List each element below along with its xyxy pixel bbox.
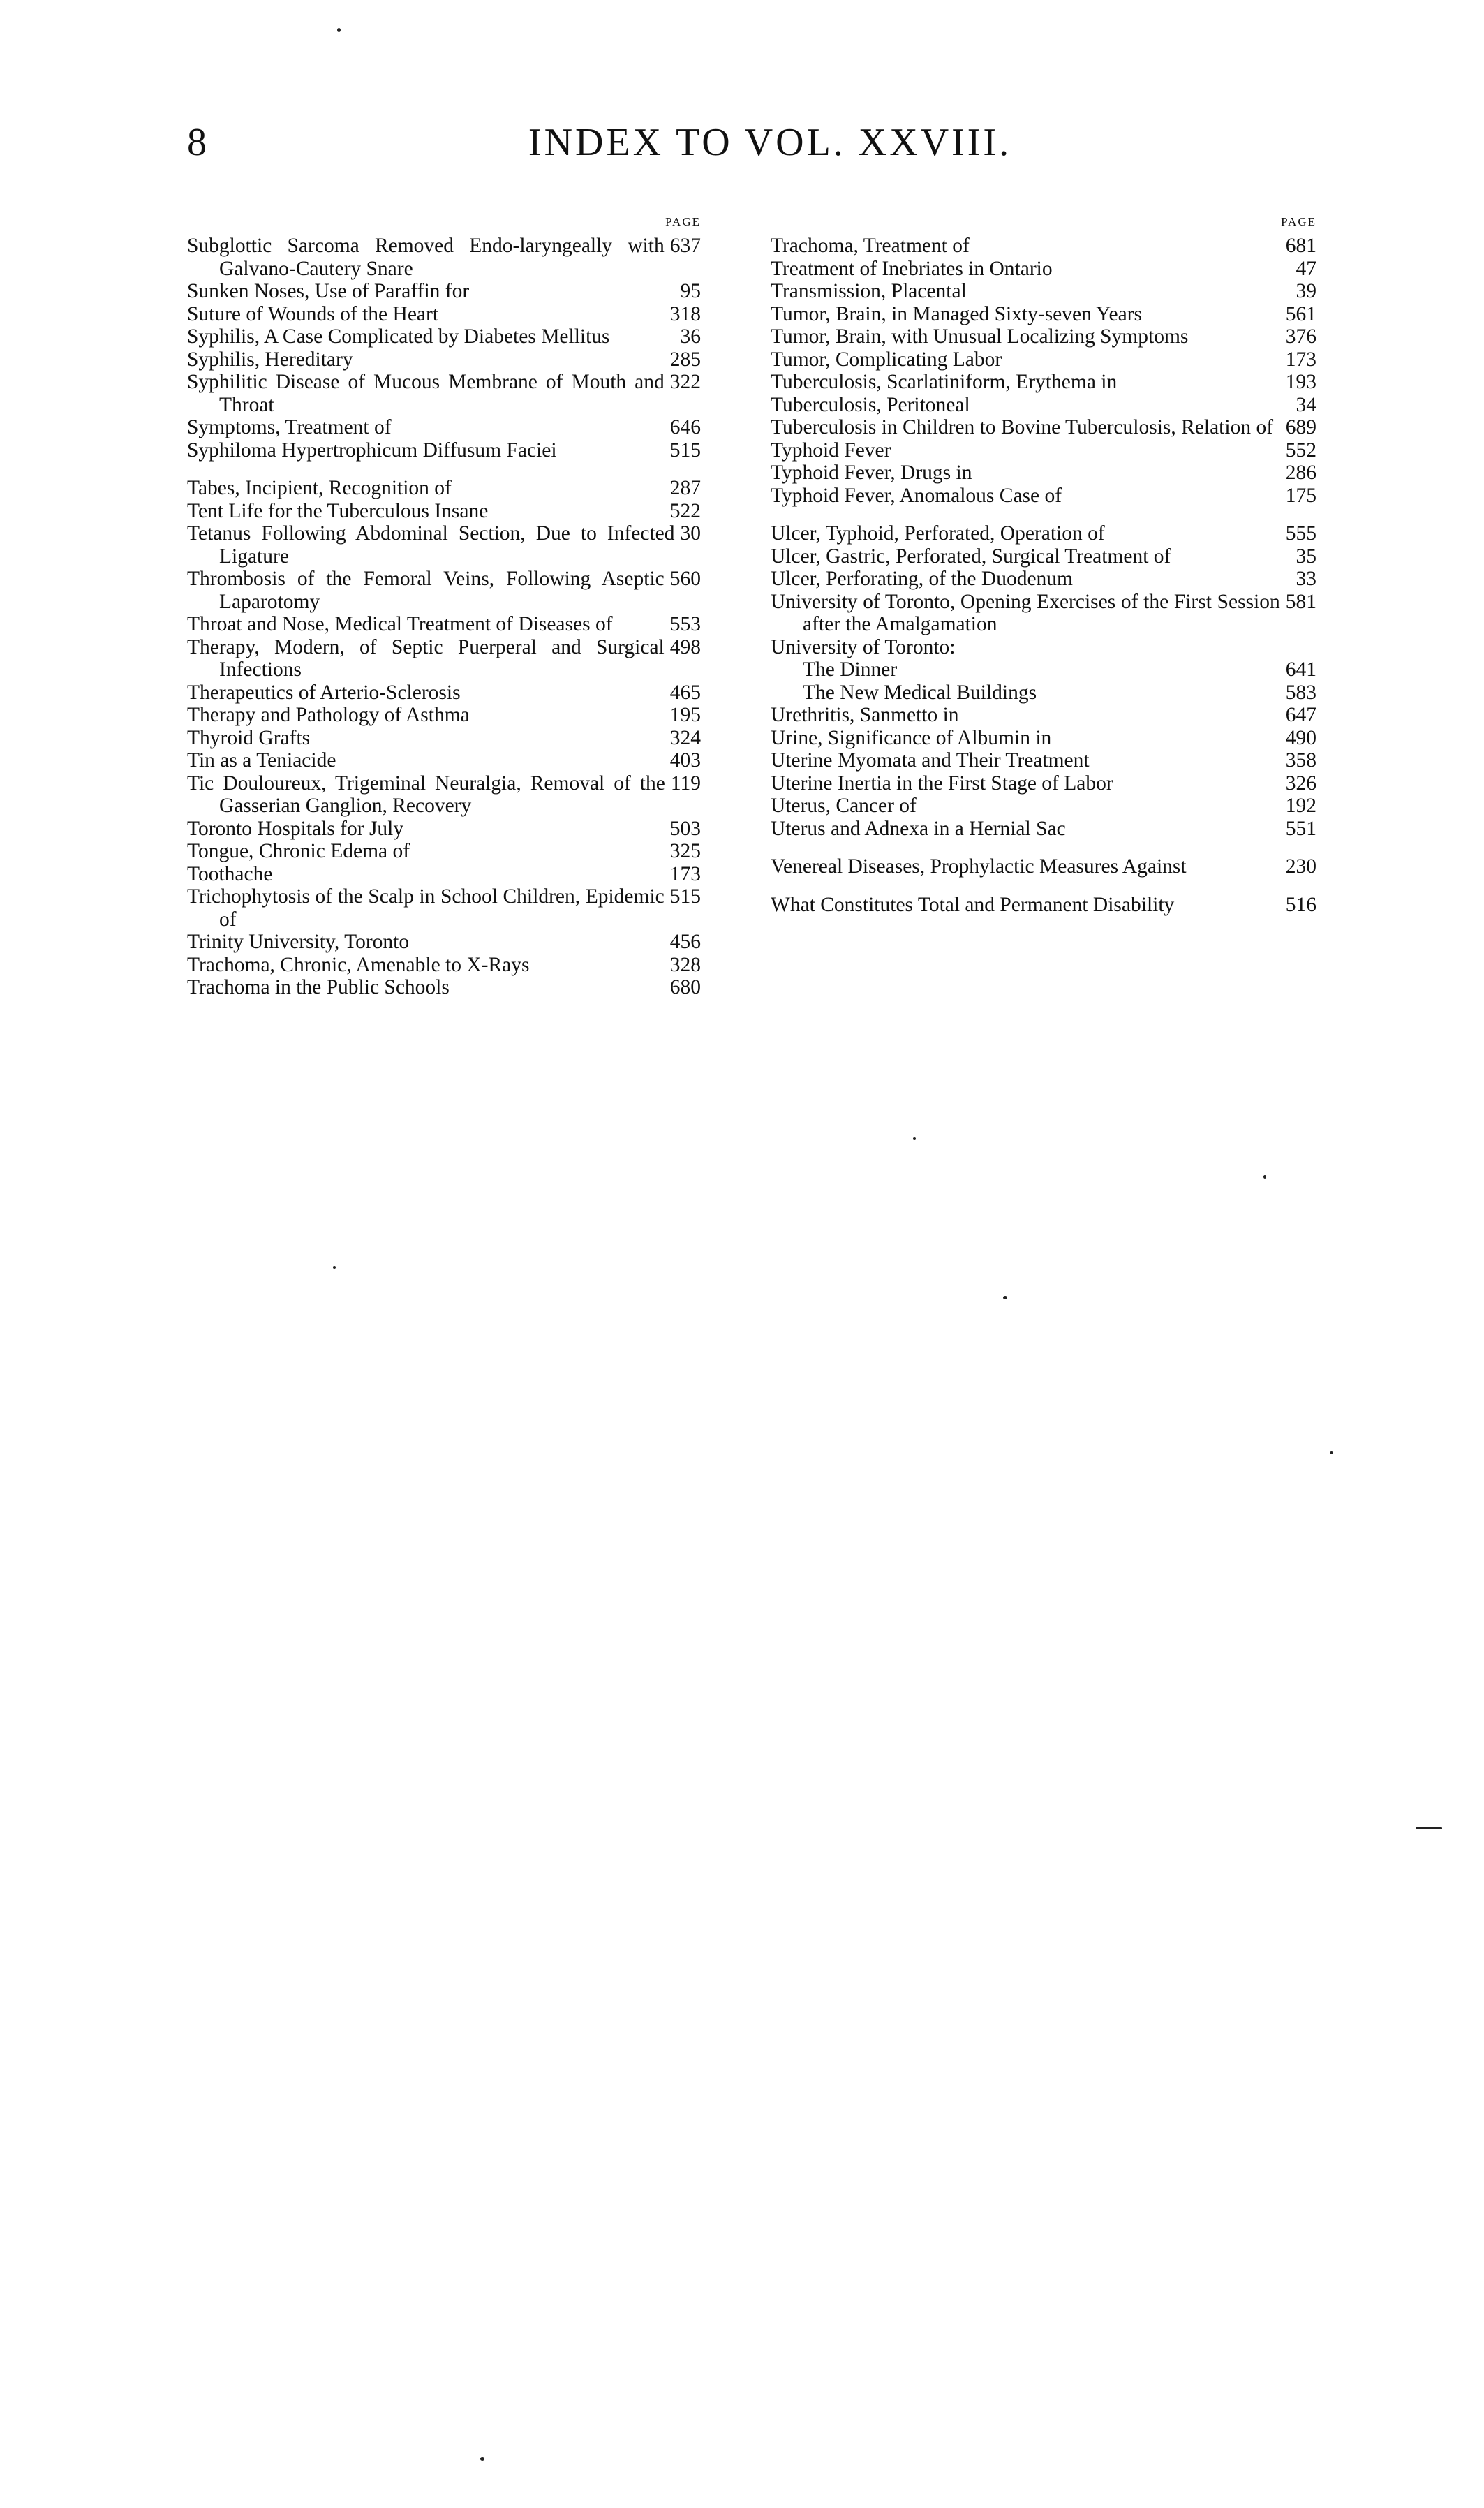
index-entry xyxy=(771,371,1316,394)
index-entry xyxy=(187,477,701,500)
index-entry xyxy=(187,303,701,326)
scan-speck xyxy=(333,1266,336,1269)
index-entry-title: Ulcer, Typhoid, Perforated, Operation of xyxy=(771,522,1105,545)
index-entry-page: 503 xyxy=(665,818,701,841)
scan-speck xyxy=(1263,1175,1266,1179)
index-entry-title: Uterus and Adnexa in a Hernial Sac xyxy=(771,817,1066,840)
index-entry xyxy=(771,303,1316,326)
index-entry xyxy=(187,636,701,681)
index-entry-title: University of Toronto: xyxy=(771,635,956,658)
index-entry-title: Syphiloma Hypertrophicum Diffusum Faciei xyxy=(187,438,557,462)
index-entry-page: 551 xyxy=(1280,818,1316,841)
index-entry-page: 681 xyxy=(1280,235,1316,258)
index-entry-title: Trinity University, Toronto xyxy=(187,931,410,953)
scan-speck xyxy=(1330,1451,1333,1454)
right-page-header: PAGE xyxy=(1281,215,1316,228)
index-entry-page: 39 xyxy=(1291,280,1317,303)
index-entry-title: Toronto Hospitals for July xyxy=(187,817,404,840)
index-entry-title: Tuberculosis, Scarlatiniform, Erythema in xyxy=(771,371,1118,393)
index-entry-page: 173 xyxy=(1280,348,1316,371)
right-column xyxy=(771,209,1316,916)
index-entry xyxy=(771,855,1316,878)
index-entry-page: 230 xyxy=(1280,855,1316,878)
index-entry-page: 515 xyxy=(665,439,701,462)
left-page-header: PAGE xyxy=(665,215,701,228)
index-entry xyxy=(187,613,701,636)
index-entry-title: Urethritis, Sanmetto in xyxy=(771,704,959,726)
index-entry xyxy=(187,325,701,348)
index-entry xyxy=(187,863,701,886)
index-entry-page: 641 xyxy=(1280,658,1316,681)
index-entry-page: 490 xyxy=(1280,727,1316,750)
index-entry xyxy=(187,681,701,705)
index-entry xyxy=(187,439,701,462)
group-gap xyxy=(771,840,1316,855)
index-entry xyxy=(771,749,1316,772)
index-entry-page: 581 xyxy=(1280,591,1316,614)
index-entry-title: The Dinner xyxy=(803,658,898,681)
index-entry xyxy=(187,885,701,931)
index-entry-page: 358 xyxy=(1280,749,1316,772)
index-entry-title: Tabes, Incipient, Recognition of xyxy=(187,477,452,499)
scan-speck xyxy=(480,2457,484,2461)
group-gap xyxy=(771,507,1316,522)
scan-speck xyxy=(1416,1827,1442,1829)
index-entry-page: 647 xyxy=(1280,704,1316,727)
index-entry-title: Syphilitic Disease of Mucous Membrane of Mouth and Throat xyxy=(187,371,665,416)
index-entry-title: Tin as a Teniacide xyxy=(187,749,336,772)
index-entry-title: Tumor, Complicating Labor xyxy=(771,348,1002,371)
index-entry-title: Symptoms, Treatment of xyxy=(187,416,392,438)
index-entry xyxy=(187,371,701,416)
index-entry xyxy=(187,280,701,303)
index-entry xyxy=(187,348,701,371)
index-entry-page: 561 xyxy=(1280,303,1316,326)
index-entry-title: Trichophytosis of the Scalp in School Children, Epidemic of xyxy=(187,885,665,931)
index-entry-page: 456 xyxy=(665,931,701,954)
index-entry xyxy=(771,818,1316,841)
index-entry-title: Typhoid Fever, Drugs in xyxy=(771,462,972,484)
index-entry-page: 33 xyxy=(1291,568,1317,591)
index-entry xyxy=(771,894,1316,917)
index-entry xyxy=(771,568,1316,591)
index-entry-title: Syphilis, Hereditary xyxy=(187,348,353,371)
left-column xyxy=(187,209,701,999)
index-entry-page: 326 xyxy=(1280,772,1316,795)
index-entry xyxy=(771,280,1316,303)
index-entry xyxy=(187,727,701,750)
index-entry xyxy=(771,795,1316,818)
index-entry-page: 35 xyxy=(1291,545,1317,568)
index-entry-title: Tongue, Chronic Edema of xyxy=(187,840,410,862)
index-entry xyxy=(771,258,1316,281)
index-entry-page: 34 xyxy=(1291,394,1317,417)
index-entry-page: 119 xyxy=(665,772,701,795)
index-entry-title: Uterus, Cancer of xyxy=(771,795,917,817)
index-entry xyxy=(187,704,701,727)
index-entry xyxy=(771,462,1316,485)
index-entry xyxy=(771,348,1316,371)
index-entry-page: 560 xyxy=(665,568,701,591)
scan-speck xyxy=(1003,1296,1007,1299)
index-entry-title: Treatment of Inebriates in Ontario xyxy=(771,257,1053,280)
right-entries xyxy=(771,235,1316,916)
index-entry-page: 36 xyxy=(675,325,702,348)
index-entry xyxy=(771,636,1316,659)
index-entry-title: Trachoma, Chronic, Amenable to X-Rays xyxy=(187,953,530,976)
index-entry-page: 322 xyxy=(665,371,701,394)
index-entry-page: 193 xyxy=(1280,371,1316,394)
index-entry xyxy=(771,485,1316,508)
index-entry-page: 646 xyxy=(665,416,701,439)
index-entry-title: Tuberculosis, Peritoneal xyxy=(771,393,970,416)
index-entry xyxy=(187,772,701,818)
index-entry-title: Tumor, Brain, with Unusual Localizing Symptoms xyxy=(771,325,1189,348)
index-entry-title: Toothache xyxy=(187,862,273,885)
index-entry-page: 522 xyxy=(665,500,701,523)
index-entry xyxy=(187,568,701,613)
index-entry-page: 324 xyxy=(665,727,701,750)
index-entry-title: Thyroid Grafts xyxy=(187,726,311,749)
index-entry-title: Venereal Diseases, Prophylactic Measures Against xyxy=(771,855,1187,878)
index-entry xyxy=(187,416,701,439)
index-entry xyxy=(771,416,1316,439)
index-entry-page: 498 xyxy=(665,636,701,659)
index-entry-title: Syphilis, A Case Complicated by Diabetes Mellitus xyxy=(187,325,610,348)
index-entry xyxy=(187,840,701,863)
index-entry-page: 515 xyxy=(665,885,701,908)
index-entry-page: 173 xyxy=(665,863,701,886)
index-entry-title: Thrombosis of the Femoral Veins, Following Aseptic Laparotomy xyxy=(187,568,665,613)
index-entry-title: Typhoid Fever xyxy=(771,438,891,462)
index-entry xyxy=(187,931,701,954)
index-entry-title: Sunken Noses, Use of Paraffin for xyxy=(187,280,470,302)
index-entry-title: Ulcer, Gastric, Perforated, Surgical Treatment of xyxy=(771,545,1171,568)
index-entry-page: 286 xyxy=(1280,462,1316,485)
index-entry-page: 325 xyxy=(665,840,701,863)
index-entry-title: Therapy and Pathology of Asthma xyxy=(187,704,470,726)
index-entry-page: 195 xyxy=(665,704,701,727)
index-entry-title: Typhoid Fever, Anomalous Case of xyxy=(771,484,1062,507)
index-entry xyxy=(771,522,1316,545)
index-entry-page: 555 xyxy=(1280,522,1316,545)
index-entry xyxy=(771,235,1316,258)
index-entry-title: University of Toronto, Opening Exercises of the First Session after the Amalgamation xyxy=(771,590,1280,635)
index-entry-title: The New Medical Buildings xyxy=(803,681,1037,704)
index-entry xyxy=(771,727,1316,750)
index-entry-page: 465 xyxy=(665,681,701,705)
index-entry-title: Transmission, Placental xyxy=(771,280,967,302)
index-entry-title: Uterine Inertia in the First Stage of Labor xyxy=(771,772,1113,795)
index-entry-title: Suture of Wounds of the Heart xyxy=(187,302,439,325)
index-entry xyxy=(771,439,1316,462)
index-entry-title: Tic Douloureux, Trigeminal Neuralgia, Removal of the Gasserian Ganglion, Recovery xyxy=(187,772,665,817)
index-entry xyxy=(771,772,1316,795)
index-entry-page: 680 xyxy=(665,976,701,999)
scan-speck xyxy=(913,1137,916,1140)
index-entry-page: 689 xyxy=(1280,416,1316,439)
index-entry-title: Subglottic Sarcoma Removed Endo-laryngeally with Galvano-Cautery Snare xyxy=(187,235,665,280)
index-entry-page: 30 xyxy=(675,522,702,545)
index-entry-title: Urine, Significance of Albumin in xyxy=(771,726,1052,749)
index-entry xyxy=(771,325,1316,348)
index-entry xyxy=(187,235,701,280)
index-entry xyxy=(771,658,1316,681)
index-entry xyxy=(771,681,1316,705)
index-entry-page: 403 xyxy=(665,749,701,772)
index-entry-title: Therapy, Modern, of Septic Puerperal and Surgical Infections xyxy=(187,635,665,681)
index-entry xyxy=(771,394,1316,417)
index-entry-page: 553 xyxy=(665,613,701,636)
index-entry xyxy=(187,954,701,977)
index-entry-title: Tuberculosis in Children to Bovine Tuberculosis, Relation of xyxy=(771,416,1274,438)
index-entry-page: 287 xyxy=(665,477,701,500)
index-entry xyxy=(771,704,1316,727)
index-entry-title: Trachoma in the Public Schools xyxy=(187,976,450,998)
index-entry-page: 95 xyxy=(675,280,702,303)
index-entry xyxy=(187,818,701,841)
index-entry-title: Tetanus Following Abdominal Section, Due to Infected Ligature xyxy=(187,522,675,568)
index-entry xyxy=(187,976,701,999)
group-gap xyxy=(187,462,701,477)
group-gap xyxy=(771,878,1316,894)
page-number: 8 xyxy=(187,121,207,164)
left-entries xyxy=(187,235,701,999)
scan-speck xyxy=(337,28,341,32)
index-entry-page: 552 xyxy=(1280,439,1316,462)
index-entry-title: Ulcer, Perforating, of the Duodenum xyxy=(771,568,1073,590)
index-entry xyxy=(771,545,1316,568)
index-entry-page: 583 xyxy=(1280,681,1316,705)
index-entry-title: Uterine Myomata and Their Treatment xyxy=(771,749,1090,772)
index-entry-page: 285 xyxy=(665,348,701,371)
index-entry-page: 318 xyxy=(665,303,701,326)
index-entry-page: 328 xyxy=(665,954,701,977)
index-entry xyxy=(187,522,701,568)
index-entry-page: 175 xyxy=(1280,485,1316,508)
index-entry-title: Tumor, Brain, in Managed Sixty-seven Years xyxy=(771,302,1142,325)
index-entry-page: 637 xyxy=(665,235,701,258)
index-entry-title: Trachoma, Treatment of xyxy=(771,235,970,257)
index-entry xyxy=(187,749,701,772)
index-entry-title: Tent Life for the Tuberculous Insane xyxy=(187,499,489,522)
index-entry xyxy=(187,500,701,523)
index-entry-page: 516 xyxy=(1280,894,1316,917)
index-entry-page: 47 xyxy=(1291,258,1317,281)
running-head: INDEX TO VOL. XXVIII. xyxy=(528,121,1012,164)
index-entry-title: Therapeutics of Arterio-Sclerosis xyxy=(187,681,461,704)
index-entry-title: What Constitutes Total and Permanent Disability xyxy=(771,893,1175,916)
index-entry-title: Throat and Nose, Medical Treatment of Diseases of xyxy=(187,613,613,635)
index-entry-page: 376 xyxy=(1280,325,1316,348)
index-entry xyxy=(771,591,1316,636)
index-entry-page: 192 xyxy=(1280,795,1316,818)
